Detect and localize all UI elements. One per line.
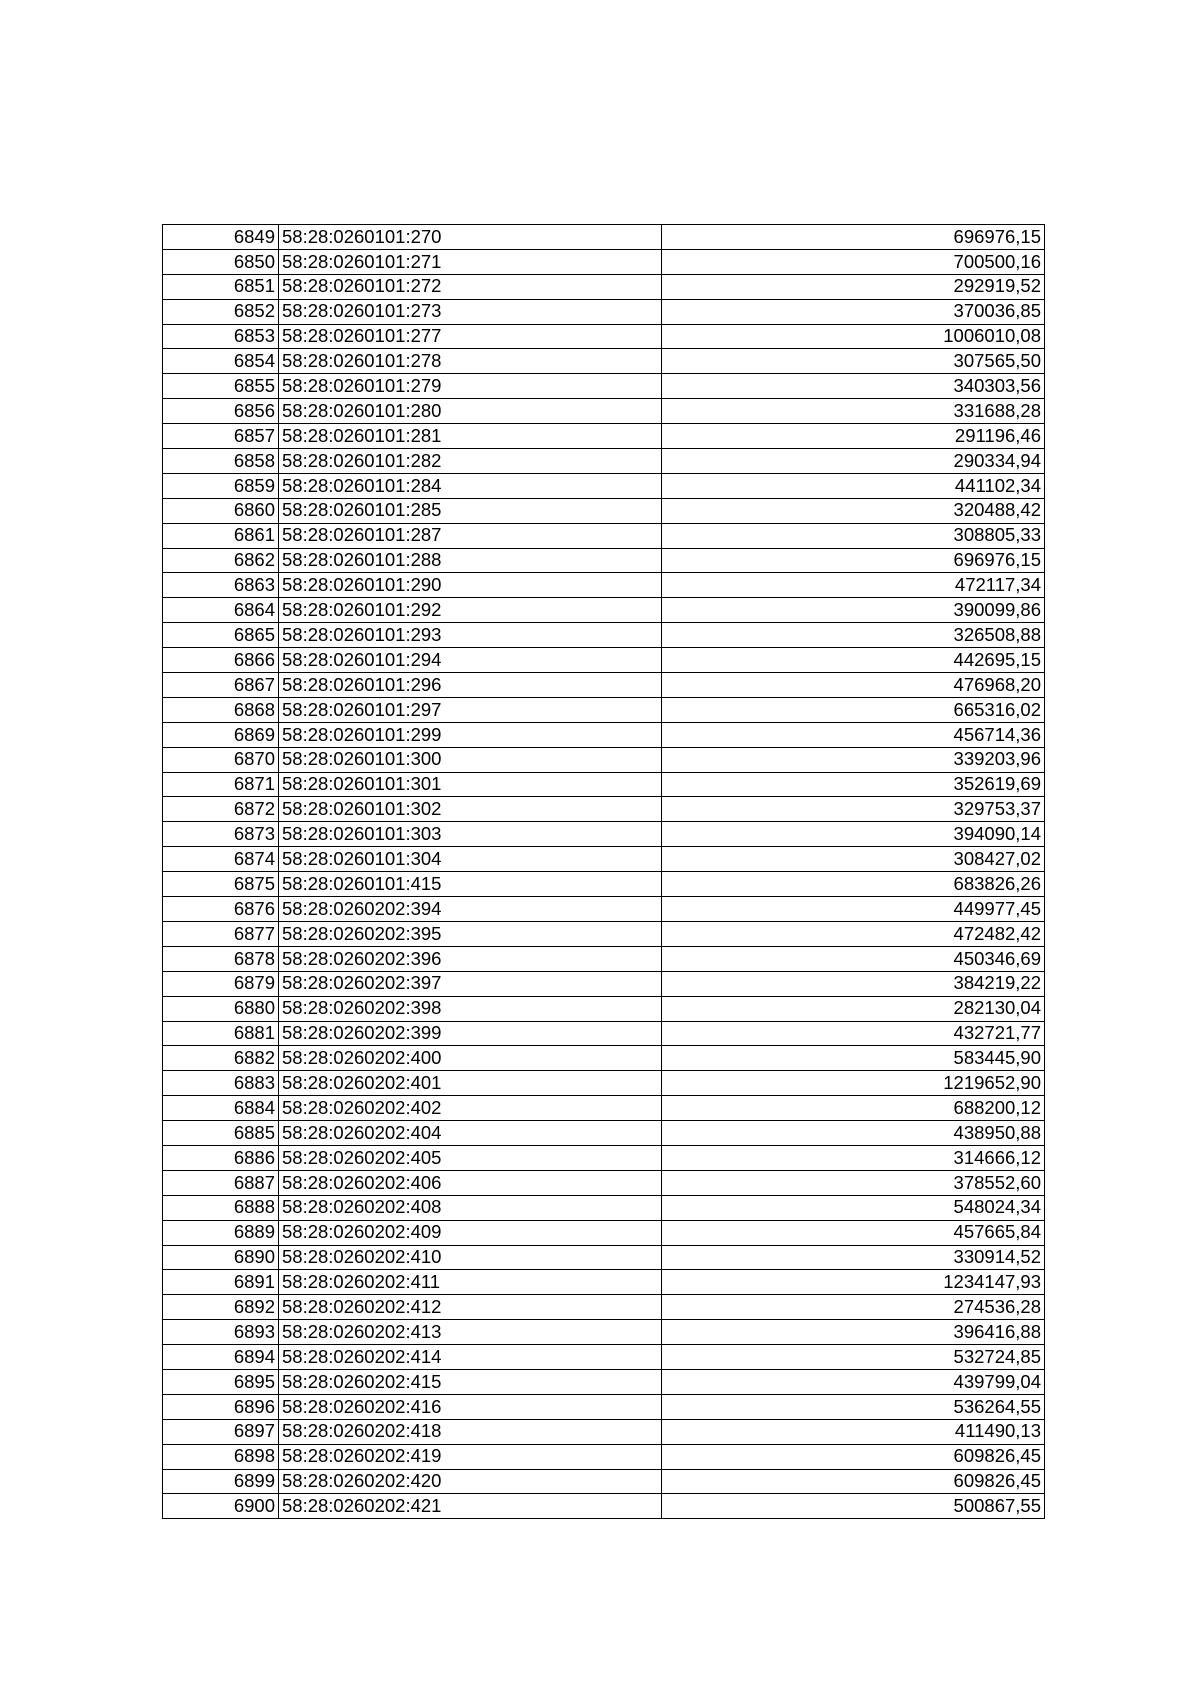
row-number-cell: 6876	[163, 897, 279, 922]
cadastral-value-cell: 548024,34	[662, 1195, 1045, 1220]
row-number-cell: 6859	[163, 473, 279, 498]
row-number-cell: 6884	[163, 1096, 279, 1121]
row-number-cell: 6871	[163, 772, 279, 797]
cadastral-value-cell: 326508,88	[662, 623, 1045, 648]
row-number-cell: 6881	[163, 1021, 279, 1046]
cadastral-value-cell: 290334,94	[662, 449, 1045, 474]
cadastral-value-cell: 609826,45	[662, 1444, 1045, 1469]
cadastral-value-cell: 320488,42	[662, 498, 1045, 523]
cadastral-value-cell: 688200,12	[662, 1096, 1045, 1121]
table-row	[163, 598, 1045, 623]
cadastral-value-cell: 1006010,08	[662, 324, 1045, 349]
cadastral-number-cell: 58:28:0260101:273	[279, 299, 662, 324]
row-number-cell: 6861	[163, 523, 279, 548]
cadastral-value-cell: 308805,33	[662, 523, 1045, 548]
cadastral-value-cell: 536264,55	[662, 1394, 1045, 1419]
cadastral-number-cell: 58:28:0260202:420	[279, 1469, 662, 1494]
cadastral-value-cell: 700500,16	[662, 249, 1045, 274]
table-row	[163, 971, 1045, 996]
row-number-cell: 6853	[163, 324, 279, 349]
cadastral-value-cell: 665316,02	[662, 697, 1045, 722]
cadastral-value-cell: 390099,86	[662, 598, 1045, 623]
cadastral-value-cell: 274536,28	[662, 1295, 1045, 1320]
row-number-cell: 6889	[163, 1220, 279, 1245]
cadastral-number-cell: 58:28:0260202:410	[279, 1245, 662, 1270]
table-row	[163, 921, 1045, 946]
table-row	[163, 374, 1045, 399]
table-row	[163, 1444, 1045, 1469]
cadastral-value-cell: 457665,84	[662, 1220, 1045, 1245]
table-row	[163, 1270, 1045, 1295]
cadastral-value-cell: 352619,69	[662, 772, 1045, 797]
table-row	[163, 1320, 1045, 1345]
row-number-cell: 6865	[163, 623, 279, 648]
table-row	[163, 1419, 1045, 1444]
table-body	[163, 225, 1045, 1519]
row-number-cell: 6892	[163, 1295, 279, 1320]
cadastral-number-cell: 58:28:0260101:271	[279, 249, 662, 274]
table-row	[163, 1145, 1045, 1170]
table-row	[163, 473, 1045, 498]
cadastral-value-cell: 384219,22	[662, 971, 1045, 996]
cadastral-value-cell: 472482,42	[662, 921, 1045, 946]
table-row	[163, 399, 1045, 424]
cadastral-value-cell: 1219652,90	[662, 1071, 1045, 1096]
table-row	[163, 225, 1045, 250]
row-number-cell: 6858	[163, 449, 279, 474]
cadastral-number-cell: 58:28:0260101:302	[279, 797, 662, 822]
row-number-cell: 6873	[163, 822, 279, 847]
row-number-cell: 6894	[163, 1345, 279, 1370]
row-number-cell: 6895	[163, 1369, 279, 1394]
cadastral-number-cell: 58:28:0260101:277	[279, 324, 662, 349]
cadastral-value-cell: 340303,56	[662, 374, 1045, 399]
cadastral-number-cell: 58:28:0260202:398	[279, 996, 662, 1021]
row-number-cell: 6877	[163, 921, 279, 946]
row-number-cell: 6874	[163, 847, 279, 872]
table-row	[163, 299, 1045, 324]
cadastral-number-cell: 58:28:0260202:408	[279, 1195, 662, 1220]
table-row	[163, 1494, 1045, 1519]
cadastral-number-cell: 58:28:0260101:297	[279, 697, 662, 722]
table-row	[163, 747, 1045, 772]
table-row	[163, 1369, 1045, 1394]
table-row	[163, 573, 1045, 598]
row-number-cell: 6856	[163, 399, 279, 424]
cadastral-value-cell: 472117,34	[662, 573, 1045, 598]
row-number-cell: 6888	[163, 1195, 279, 1220]
cadastral-value-cell: 370036,85	[662, 299, 1045, 324]
row-number-cell: 6885	[163, 1121, 279, 1146]
table-row	[163, 673, 1045, 698]
row-number-cell: 6899	[163, 1469, 279, 1494]
row-number-cell: 6867	[163, 673, 279, 698]
cadastral-value-cell: 456714,36	[662, 722, 1045, 747]
cadastral-value-cell: 329753,37	[662, 797, 1045, 822]
table-row	[163, 498, 1045, 523]
table-row	[163, 1345, 1045, 1370]
row-number-cell: 6887	[163, 1170, 279, 1195]
cadastral-number-cell: 58:28:0260101:299	[279, 722, 662, 747]
cadastral-number-cell: 58:28:0260202:412	[279, 1295, 662, 1320]
row-number-cell: 6872	[163, 797, 279, 822]
cadastral-number-cell: 58:28:0260101:278	[279, 349, 662, 374]
row-number-cell: 6868	[163, 697, 279, 722]
table-row	[163, 772, 1045, 797]
cadastral-value-cell: 330914,52	[662, 1245, 1045, 1270]
table-row	[163, 1195, 1045, 1220]
row-number-cell: 6851	[163, 274, 279, 299]
cadastral-value-cell: 476968,20	[662, 673, 1045, 698]
cadastral-number-cell: 58:28:0260101:304	[279, 847, 662, 872]
cadastral-number-cell: 58:28:0260101:300	[279, 747, 662, 772]
cadastral-value-cell: 378552,60	[662, 1170, 1045, 1195]
row-number-cell: 6864	[163, 598, 279, 623]
row-number-cell: 6855	[163, 374, 279, 399]
cadastral-number-cell: 58:28:0260202:404	[279, 1121, 662, 1146]
cadastral-value-cell: 314666,12	[662, 1145, 1045, 1170]
table-row	[163, 697, 1045, 722]
table-row	[163, 797, 1045, 822]
table-row	[163, 1220, 1045, 1245]
row-number-cell: 6869	[163, 722, 279, 747]
cadastral-value-cell: 339203,96	[662, 747, 1045, 772]
cadastral-value-cell: 696976,15	[662, 548, 1045, 573]
cadastral-value-cell: 449977,45	[662, 897, 1045, 922]
cadastral-number-cell: 58:28:0260202:394	[279, 897, 662, 922]
table-row	[163, 847, 1045, 872]
cadastral-number-cell: 58:28:0260202:405	[279, 1145, 662, 1170]
cadastral-number-cell: 58:28:0260101:282	[279, 449, 662, 474]
cadastral-value-cell: 609826,45	[662, 1469, 1045, 1494]
table-row	[163, 324, 1045, 349]
row-number-cell: 6849	[163, 225, 279, 250]
table-row	[163, 946, 1045, 971]
table-row	[163, 897, 1045, 922]
cadastral-number-cell: 58:28:0260202:401	[279, 1071, 662, 1096]
table-row	[163, 1295, 1045, 1320]
table-row	[163, 1469, 1045, 1494]
cadastral-value-cell: 291196,46	[662, 424, 1045, 449]
row-number-cell: 6897	[163, 1419, 279, 1444]
cadastral-number-cell: 58:28:0260202:396	[279, 946, 662, 971]
cadastral-number-cell: 58:28:0260101:301	[279, 772, 662, 797]
table-row	[163, 249, 1045, 274]
table-row	[163, 274, 1045, 299]
table-row	[163, 548, 1045, 573]
cadastral-number-cell: 58:28:0260202:419	[279, 1444, 662, 1469]
row-number-cell: 6866	[163, 648, 279, 673]
table-row	[163, 424, 1045, 449]
table-row	[163, 523, 1045, 548]
cadastral-value-cell: 450346,69	[662, 946, 1045, 971]
cadastral-value-cell: 331688,28	[662, 399, 1045, 424]
cadastral-number-cell: 58:28:0260202:418	[279, 1419, 662, 1444]
row-number-cell: 6875	[163, 872, 279, 897]
cadastral-number-cell: 58:28:0260101:292	[279, 598, 662, 623]
cadastral-value-cell: 394090,14	[662, 822, 1045, 847]
cadastral-number-cell: 58:28:0260101:270	[279, 225, 662, 250]
cadastral-number-cell: 58:28:0260202:395	[279, 921, 662, 946]
table-row	[163, 623, 1045, 648]
row-number-cell: 6893	[163, 1320, 279, 1345]
table-row	[163, 822, 1045, 847]
cadastral-value-cell: 500867,55	[662, 1494, 1045, 1519]
row-number-cell: 6850	[163, 249, 279, 274]
cadastral-number-cell: 58:28:0260101:285	[279, 498, 662, 523]
table-row	[163, 996, 1045, 1021]
cadastral-number-cell: 58:28:0260101:288	[279, 548, 662, 573]
row-number-cell: 6900	[163, 1494, 279, 1519]
table-row	[163, 648, 1045, 673]
row-number-cell: 6857	[163, 424, 279, 449]
cadastral-number-cell: 58:28:0260202:406	[279, 1170, 662, 1195]
cadastral-number-cell: 58:28:0260202:421	[279, 1494, 662, 1519]
cadastral-value-cell: 696976,15	[662, 225, 1045, 250]
cadastral-value-cell: 308427,02	[662, 847, 1045, 872]
cadastral-number-cell: 58:28:0260202:399	[279, 1021, 662, 1046]
table-row	[163, 1170, 1045, 1195]
table-row	[163, 722, 1045, 747]
cadastral-value-cell: 583445,90	[662, 1046, 1045, 1071]
row-number-cell: 6852	[163, 299, 279, 324]
table-row	[163, 1245, 1045, 1270]
cadastral-value-cell: 1234147,93	[662, 1270, 1045, 1295]
row-number-cell: 6879	[163, 971, 279, 996]
cadastral-value-cell: 442695,15	[662, 648, 1045, 673]
cadastral-number-cell: 58:28:0260101:281	[279, 424, 662, 449]
cadastral-number-cell: 58:28:0260202:416	[279, 1394, 662, 1419]
cadastral-number-cell: 58:28:0260101:294	[279, 648, 662, 673]
cadastral-value-cell: 432721,77	[662, 1021, 1045, 1046]
cadastral-value-cell: 683826,26	[662, 872, 1045, 897]
row-number-cell: 6854	[163, 349, 279, 374]
row-number-cell: 6886	[163, 1145, 279, 1170]
row-number-cell: 6882	[163, 1046, 279, 1071]
table-row	[163, 872, 1045, 897]
cadastral-number-cell: 58:28:0260202:400	[279, 1046, 662, 1071]
cadastral-number-cell: 58:28:0260202:397	[279, 971, 662, 996]
row-number-cell: 6890	[163, 1245, 279, 1270]
cadastral-number-cell: 58:28:0260202:402	[279, 1096, 662, 1121]
table-row	[163, 1096, 1045, 1121]
cadastral-value-table	[162, 224, 1045, 1519]
row-number-cell: 6870	[163, 747, 279, 772]
cadastral-number-cell: 58:28:0260202:411	[279, 1270, 662, 1295]
cadastral-number-cell: 58:28:0260101:415	[279, 872, 662, 897]
cadastral-value-cell: 292919,52	[662, 274, 1045, 299]
cadastral-number-cell: 58:28:0260101:290	[279, 573, 662, 598]
cadastral-number-cell: 58:28:0260101:279	[279, 374, 662, 399]
row-number-cell: 6860	[163, 498, 279, 523]
row-number-cell: 6880	[163, 996, 279, 1021]
cadastral-number-cell: 58:28:0260101:280	[279, 399, 662, 424]
cadastral-value-cell: 532724,85	[662, 1345, 1045, 1370]
cadastral-number-cell: 58:28:0260101:296	[279, 673, 662, 698]
row-number-cell: 6891	[163, 1270, 279, 1295]
cadastral-number-cell: 58:28:0260101:293	[279, 623, 662, 648]
table-row	[163, 1021, 1045, 1046]
row-number-cell: 6862	[163, 548, 279, 573]
cadastral-number-cell: 58:28:0260202:409	[279, 1220, 662, 1245]
cadastral-number-cell: 58:28:0260202:414	[279, 1345, 662, 1370]
row-number-cell: 6878	[163, 946, 279, 971]
cadastral-number-cell: 58:28:0260101:303	[279, 822, 662, 847]
table-row	[163, 1121, 1045, 1146]
cadastral-number-cell: 58:28:0260202:415	[279, 1369, 662, 1394]
row-number-cell: 6898	[163, 1444, 279, 1469]
table-row	[163, 1046, 1045, 1071]
row-number-cell: 6863	[163, 573, 279, 598]
cadastral-number-cell: 58:28:0260101:272	[279, 274, 662, 299]
cadastral-value-cell: 441102,34	[662, 473, 1045, 498]
row-number-cell: 6883	[163, 1071, 279, 1096]
cadastral-number-cell: 58:28:0260101:287	[279, 523, 662, 548]
cadastral-value-cell: 439799,04	[662, 1369, 1045, 1394]
cadastral-value-cell: 396416,88	[662, 1320, 1045, 1345]
table-row	[163, 349, 1045, 374]
table-row	[163, 1394, 1045, 1419]
cadastral-value-cell: 438950,88	[662, 1121, 1045, 1146]
cadastral-value-cell: 282130,04	[662, 996, 1045, 1021]
cadastral-value-cell: 307565,50	[662, 349, 1045, 374]
cadastral-number-cell: 58:28:0260101:284	[279, 473, 662, 498]
cadastral-value-cell: 411490,13	[662, 1419, 1045, 1444]
row-number-cell: 6896	[163, 1394, 279, 1419]
table-row	[163, 449, 1045, 474]
table-row	[163, 1071, 1045, 1096]
cadastral-number-cell: 58:28:0260202:413	[279, 1320, 662, 1345]
